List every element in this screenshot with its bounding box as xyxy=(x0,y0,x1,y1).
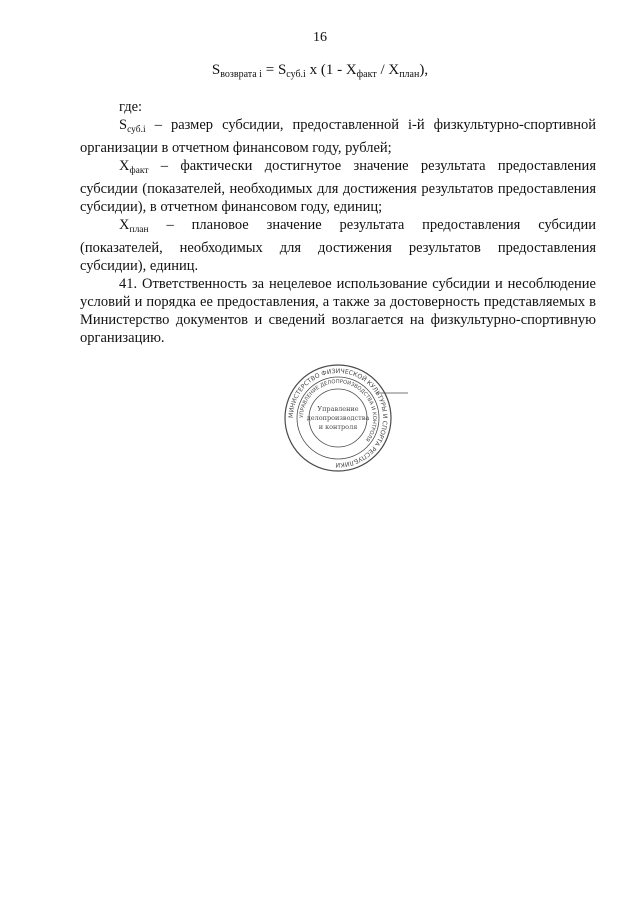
formula-x-fact: $X_{факт}$ xyxy=(345,62,377,80)
definition-x-plan: $X_{план}$ – плановое значение результата предоставления субсидии (показателей, необходимых для достижения результатов предоставления субсидии), единиц. xyxy=(80,217,596,274)
stamp-center-line: Управление xyxy=(317,405,359,413)
formula-lhs: $S_{возврата i}$ xyxy=(211,62,262,80)
where-label: где: xyxy=(119,99,143,115)
document-body xyxy=(80,98,596,347)
stamp-inner-text: УПРАВЛЕНИЕ ДЕЛОПРОИЗВОДСТВА И КОНТРОЛЯ xyxy=(298,378,378,443)
page-number: 16 xyxy=(313,30,327,45)
stamp-center-line: и контроля xyxy=(318,423,358,431)
official-stamp xyxy=(268,362,408,472)
formula-x-plan: $X_{план}$ xyxy=(388,62,420,80)
definition-x-fact: $X_{факт}$ – фактически достигнутое значение результата предоставления субсидии (показателей, необходимых для достижения результатов предоставления субсидии), в отчетном финансовом году, единиц; xyxy=(80,158,596,215)
stamp-outer-text: МИНИСТЕРСТВО ФИЗИЧЕСКОЙ КУЛЬТУРЫ И СПОРТА РЕСПУБЛИКИ xyxy=(287,367,389,469)
formula-s: $S_{суб.i}$ xyxy=(277,62,306,80)
definition-s-sub: $S_{суб.i}$ – размер субсидии, предоставленной i-й физкультурно-спортивной организации в отчетном финансовом году, рублей; xyxy=(80,117,596,156)
formula: $S_{возврата i} = S_{суб.i}$ x $(1 - X_{факт} / X_{план})$, xyxy=(211,62,429,80)
paragraph-41: 41. Ответственность за нецелевое использование субсидии и несоблюдение условий и порядка ее предоставления, а также за достоверность представляемых в Министерство документов и сведений возлагается на физкультурно-спортивную организацию. xyxy=(80,276,596,346)
stamp-center-line: делопроизводства xyxy=(306,414,370,422)
